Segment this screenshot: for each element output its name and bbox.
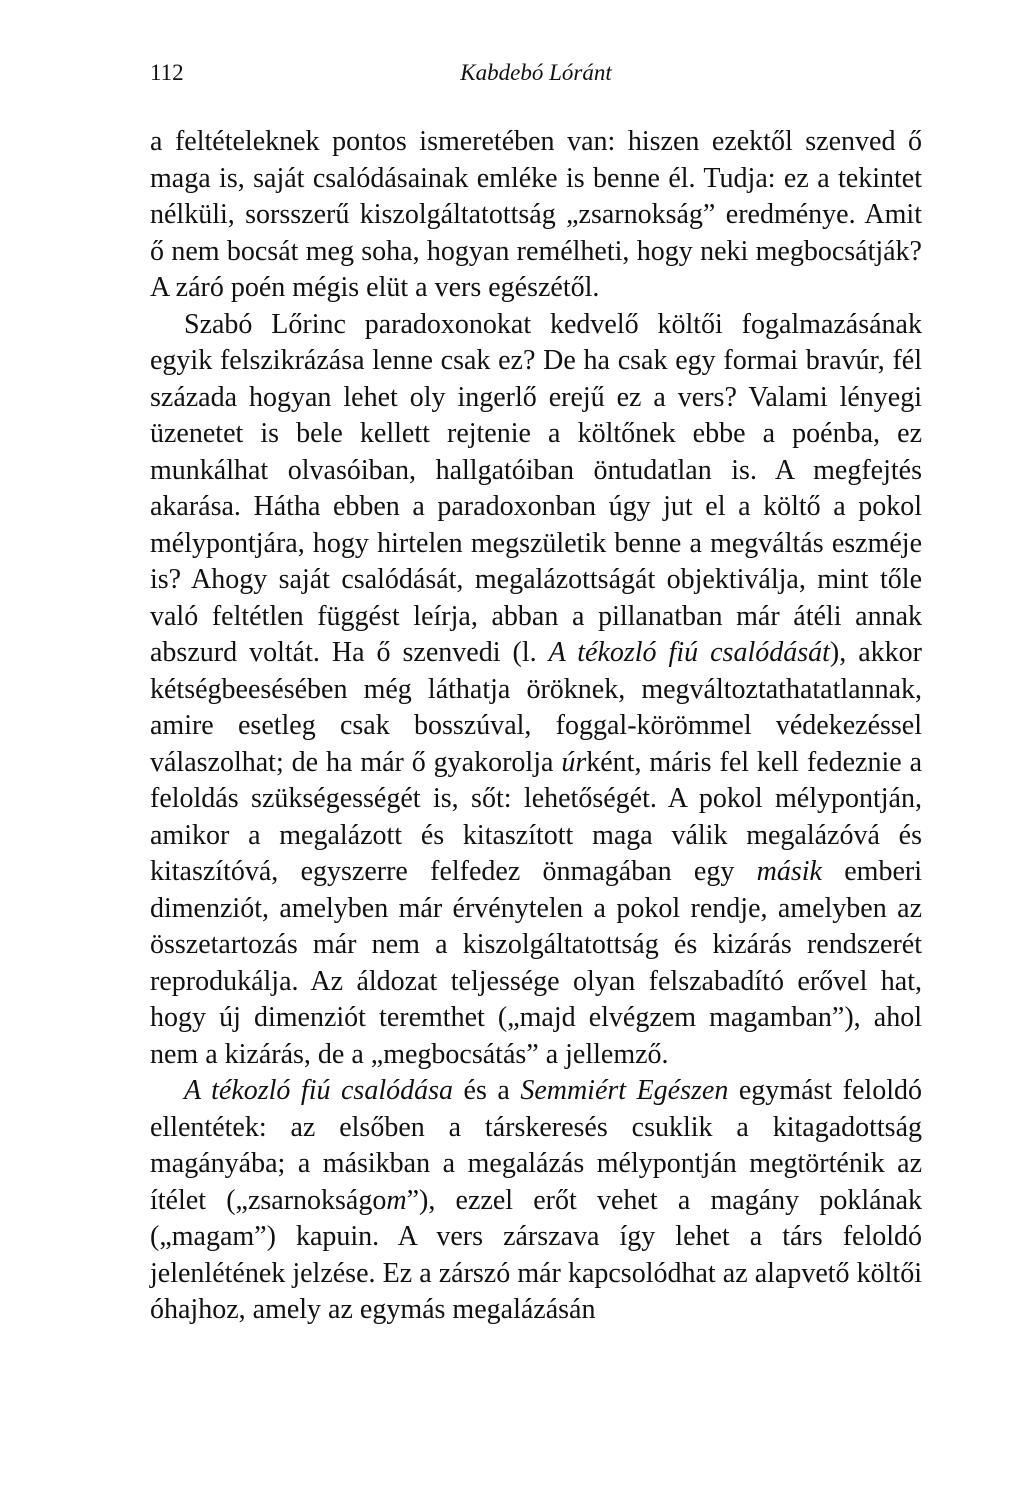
text-segment: Szabó Lőrinc paradoxonokat kedvelő költői fogalmazásának egyik felszikrázása lenne csak ez? De ha csak egy formai bravúr, fél százada hogyan lehet oly ingerlő erejű ez a vers? Valami lényegi üzenetet is bele kellett rejtenie a költőnek ebbe a poénba, ez munkálhat olvasóiban, hallgatóiban öntudatlan is. A megfejtés akarása. Hátha ebben a paradoxonban úgy jut el a költő a pokol mélypontjára, hogy hirtelen megszületik benne a megváltás eszméje is? Ahogy saját csalódását, megalázottságát objektiválja, mint tőle való feltétlen függést leírja, abban a pillanatban már átéli annak abszurd voltát. Ha ő szenvedi (l. — [150, 308, 922, 668]
italic-title: A tékozló fiú csalódása — [184, 1075, 454, 1106]
italic-word: másik — [756, 856, 822, 887]
page-header — [150, 60, 922, 90]
text-segment: ”), ezzel erőt vehet a magány poklának („magam”) kapuin. A vers zárszava így lehet a társ feloldó jelenlétének jelzése. Ez a zárszó már kapcsolódhat az alapvető költői óhajhoz, amely az egymás megalázásán — [150, 1184, 922, 1325]
paragraph-1 — [150, 124, 922, 307]
text-segment: ként, máris fel kell fedeznie a feloldás szükségességét is, sőt: lehetőségét. A pokol mélypontján, amikor a megalázott és kitaszított maga válik megalázóvá és kitaszítóvá, egyszerre felfedez önmagában egy — [150, 746, 922, 887]
italic-word: úr — [561, 746, 587, 778]
text-segment: egymást feloldó ellentétek: az elsőben a társkeresés csuklik a kitagadottság magányába; a másikban a megalázás mélypontján megtörténik az ítélet („zsarnokságo — [150, 1075, 922, 1216]
text-segment: emberi dimenziót, amelyben már érvénytelen a pokol rendje, amelyben az összetartozás már nem a kiszolgáltatottság és kizárás rendszerét reprodukálja. Az áldozat teljessége olyan felszabadító erővel hat, hogy új dimenziót teremthet („majd elvégzem magamban”), ahol nem a kizárás, de a „megbocsátás” a jellemző. — [150, 856, 922, 1070]
italic-letter: m — [386, 1184, 407, 1216]
paragraph-2 — [150, 307, 922, 1074]
italic-title: Semmiért Egészen — [520, 1075, 729, 1106]
text-segment: a feltételeknek pontos ismeretében van: hiszen ezektől szenved ő maga is, saját csalódásainak emléke is benne él. Tudja: ez a tekintet nélküli, sorsszerű kiszolgáltatottság „zsarnokság” eredménye. Amit ő nem bocsát meg soha, hogyan remélheti, hogy neki megbocsátják? A záró poén mégis elüt a vers egészétől. — [150, 126, 922, 303]
text-segment: ), akkor kétségbeesésében még láthatja öröknek, megváltoztathatatlannak, amire esetleg csak bosszúval, foggal-körömmel védekezéssel válaszolhat; de ha már ő gyakorolja — [150, 637, 922, 778]
page-number: 112 — [150, 60, 184, 85]
italic-title: A tékozló fiú csalódását — [548, 637, 830, 668]
paragraph-3 — [150, 1073, 922, 1329]
running-head-author: Kabdebó Lóránt — [460, 60, 612, 85]
body-text — [150, 124, 922, 1329]
text-segment: és a — [453, 1075, 521, 1106]
